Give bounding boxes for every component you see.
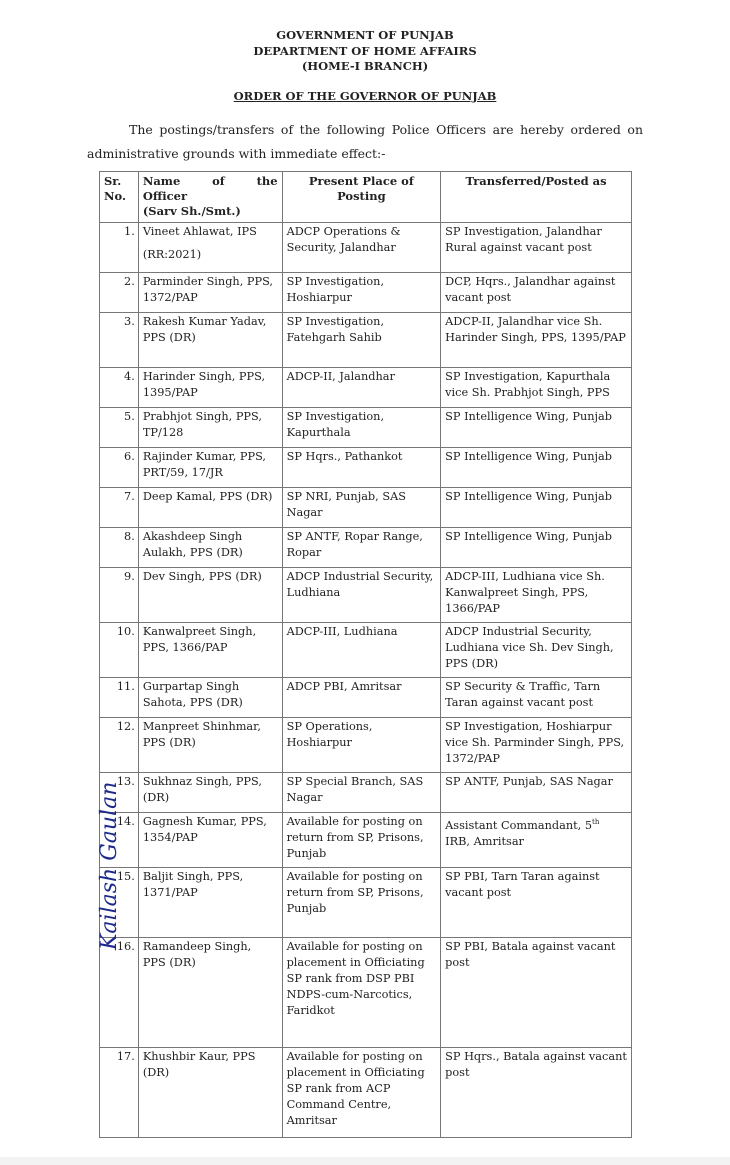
- header-sr-no: [100, 172, 139, 223]
- header-name-line1: [143, 174, 278, 189]
- table-row: [100, 1048, 632, 1138]
- header-name-word2: of: [212, 174, 225, 188]
- officer-name-text: Kanwalpreet Singh, PPS, 1366/PAP: [142, 625, 257, 654]
- order-title: ORDER OF THE GOVERNOR OF PUNJAB: [233, 89, 497, 103]
- table-row: [100, 448, 632, 488]
- cell-officer-name: [138, 1048, 282, 1138]
- cell-officer-name: [138, 678, 282, 718]
- table-row: [100, 868, 632, 938]
- header-sr-line2: No.: [104, 189, 126, 203]
- cell-transferred-posted: SP Hqrs., Batala against vacant post: [441, 1048, 632, 1138]
- table-row: [100, 678, 632, 718]
- postings-table: [99, 171, 632, 1138]
- cell-transferred-posted: SP Intelligence Wing, Punjab: [441, 448, 632, 488]
- officer-name-text: Prabhjot Singh, PPS, TP/128: [142, 410, 262, 439]
- cell-officer-name: [138, 938, 282, 1048]
- cell-sr-no: 13.: [100, 773, 139, 813]
- cell-present-posting: Available for posting on placement in Officiating SP rank from ACP Command Centre, Amritsar: [282, 1048, 441, 1138]
- officer-name-text: Baljit Singh, PPS, 1371/PAP: [142, 870, 244, 899]
- cell-officer-name: [138, 813, 282, 868]
- cell-present-posting: SP Special Branch, SAS Nagar: [282, 773, 441, 813]
- table-row: [100, 273, 632, 313]
- officer-name-text: Khushbir Kaur, PPS (DR): [142, 1050, 256, 1079]
- table-row: [100, 718, 632, 773]
- officer-batch-text: (RR:2021): [142, 248, 202, 261]
- cell-present-posting: SP Investigation, Kapurthala: [282, 408, 441, 448]
- cell-present-posting: Available for posting on return from SP, Prisons, Punjab: [282, 813, 441, 868]
- cell-sr-no: 10.: [100, 623, 139, 678]
- cell-transferred-posted: SP Investigation, Kapurthala vice Sh. Prabhjot Singh, PPS: [441, 368, 632, 408]
- cell-officer-name: [138, 368, 282, 408]
- table-row: [100, 623, 632, 678]
- cell-transferred-posted: ADCP-II, Jalandhar vice Sh. Harinder Singh, PPS, 1395/PAP: [441, 313, 632, 368]
- cell-officer-name: [138, 568, 282, 623]
- header-officer-name: [138, 172, 282, 223]
- table-row: [100, 568, 632, 623]
- cell-transferred-posted: SP Intelligence Wing, Punjab: [441, 488, 632, 528]
- officer-name-text: Harinder Singh, PPS, 1395/PAP: [142, 370, 266, 399]
- cell-transferred-posted: SP Investigation, Hoshiarpur vice Sh. Parminder Singh, PPS, 1372/PAP: [441, 718, 632, 773]
- header-sr-line1: Sr.: [104, 174, 122, 188]
- officer-name-text: Vineet Ahlawat, IPS: [142, 225, 257, 238]
- cell-sr-no: 6.: [100, 448, 139, 488]
- cell-sr-no: 3.: [100, 313, 139, 368]
- cell-officer-name: [138, 773, 282, 813]
- cell-transferred-posted: SP Security & Traffic, Tarn Taran against vacant post: [441, 678, 632, 718]
- cell-sr-no: 14.: [100, 813, 139, 868]
- cell-officer-name: [138, 528, 282, 568]
- cell-present-posting: ADCP Operations & Security, Jalandhar: [282, 223, 441, 273]
- officer-name-text: Deep Kamal, PPS (DR): [142, 490, 273, 503]
- cell-sr-no: 2.: [100, 273, 139, 313]
- officer-name-text: Sukhnaz Singh, PPS, (DR): [142, 775, 262, 804]
- officer-name-text: Gagnesh Kumar, PPS, 1354/PAP: [142, 815, 267, 844]
- cell-present-posting: Available for posting on return from SP, Prisons, Punjab: [282, 868, 441, 938]
- cell-sr-no: 7.: [100, 488, 139, 528]
- transferred-text-part: Assistant Commandant, 5: [445, 818, 593, 832]
- cell-transferred-posted: SP PBI, Batala against vacant post: [441, 938, 632, 1048]
- cell-transferred-posted: SP PBI, Tarn Taran against vacant post: [441, 868, 632, 938]
- cell-officer-name: [138, 448, 282, 488]
- cell-transferred-posted: ADCP-III, Ludhiana vice Sh. Kanwalpreet Singh, PPS, 1366/PAP: [441, 568, 632, 623]
- officer-name-text: Manpreet Shinhmar, PPS (DR): [142, 720, 261, 749]
- cell-transferred-posted: ADCP Industrial Security, Ludhiana vice Sh. Dev Singh, PPS (DR): [441, 623, 632, 678]
- header-name-line3: (Sarv Sh./Smt.): [142, 204, 241, 218]
- cell-present-posting: ADCP Industrial Security, Ludhiana: [282, 568, 441, 623]
- cell-present-posting: ADCP PBI, Amritsar: [282, 678, 441, 718]
- table-row: [100, 313, 632, 368]
- cell-sr-no: 15.: [100, 868, 139, 938]
- cell-transferred-posted: SP Investigation, Jalandhar Rural against vacant post: [441, 223, 632, 273]
- cell-present-posting: SP Operations, Hoshiarpur: [282, 718, 441, 773]
- header-name-line2: Officer: [142, 189, 188, 203]
- table-row: [100, 938, 632, 1048]
- officer-name-text: Gurpartap Singh Sahota, PPS (DR): [142, 680, 243, 709]
- cell-sr-no: 11.: [100, 678, 139, 718]
- cell-sr-no: 4.: [100, 368, 139, 408]
- cell-transferred-posted: DCP, Hqrs., Jalandhar against vacant post: [441, 273, 632, 313]
- header-department: DEPARTMENT OF HOME AFFAIRS: [253, 44, 477, 58]
- officer-name-text: Parminder Singh, PPS, 1372/PAP: [142, 275, 274, 304]
- cell-present-posting: SP Hqrs., Pathankot: [282, 448, 441, 488]
- cell-transferred-posted: SP Intelligence Wing, Punjab: [441, 408, 632, 448]
- officer-name-text: Akashdeep Singh Aulakh, PPS (DR): [142, 530, 243, 559]
- cell-present-posting: SP NRI, Punjab, SAS Nagar: [282, 488, 441, 528]
- header-present-posting: Present Place of Posting: [282, 172, 441, 223]
- cell-transferred-posted: SP ANTF, Punjab, SAS Nagar: [441, 773, 632, 813]
- cell-officer-name: [138, 313, 282, 368]
- cell-sr-no: 5.: [100, 408, 139, 448]
- header-name-word3: the: [256, 174, 278, 188]
- signature: [42, 781, 122, 950]
- table-row: [100, 813, 632, 868]
- cell-present-posting: SP Investigation, Fatehgarh Sahib: [282, 313, 441, 368]
- cell-present-posting: Available for posting on placement in Officiating SP rank from DSP PBI NDPS-cum-Narcotics, Faridkot: [282, 938, 441, 1048]
- ordinal-suffix: th: [592, 818, 600, 826]
- cell-sr-no: 12.: [100, 718, 139, 773]
- cell-transferred-posted: [441, 813, 632, 868]
- cell-sr-no: 9.: [100, 568, 139, 623]
- header-transferred-posted: Transferred/Posted as: [441, 172, 632, 223]
- cell-sr-no: 1.: [100, 223, 139, 273]
- cell-officer-name: [138, 408, 282, 448]
- cell-officer-name: [138, 868, 282, 938]
- transferred-text-part: IRB, Amritsar: [445, 834, 524, 848]
- table-row: [100, 223, 632, 273]
- table-row: [100, 408, 632, 448]
- cell-present-posting: ADCP-III, Ludhiana: [282, 623, 441, 678]
- officer-name-text: Rajinder Kumar, PPS, PRT/59, 17/JR: [142, 450, 267, 479]
- cell-sr-no: 17.: [100, 1048, 139, 1138]
- intro-paragraph: [87, 118, 643, 166]
- cell-officer-name: [138, 273, 282, 313]
- header-branch: (HOME-I BRANCH): [301, 59, 429, 73]
- table-row: [100, 528, 632, 568]
- header-government: GOVERNMENT OF PUNJAB: [276, 28, 454, 42]
- cell-officer-name: [138, 718, 282, 773]
- officer-name-text: Ramandeep Singh, PPS (DR): [142, 940, 252, 969]
- table-row: [100, 368, 632, 408]
- cell-officer-name: [138, 223, 282, 273]
- cell-present-posting: SP ANTF, Ropar Range, Ropar: [282, 528, 441, 568]
- cell-sr-no: 16.: [100, 938, 139, 1048]
- table-header-row: [100, 172, 632, 223]
- signature-text: Kailash Gaulan: [97, 781, 122, 950]
- table-row: [100, 773, 632, 813]
- officer-name-text: Dev Singh, PPS (DR): [142, 570, 262, 583]
- table-row: [100, 488, 632, 528]
- cell-present-posting: ADCP-II, Jalandhar: [282, 368, 441, 408]
- cell-transferred-posted: SP Intelligence Wing, Punjab: [441, 528, 632, 568]
- header-name-word1: Name: [142, 174, 181, 188]
- cell-officer-name: [138, 623, 282, 678]
- cell-present-posting: SP Investigation, Hoshiarpur: [282, 273, 441, 313]
- cell-officer-name: [138, 488, 282, 528]
- page-bottom-edge: [0, 1157, 730, 1165]
- intro-text: The postings/transfers of the following Police Officers are hereby ordered on administrative grounds with immediate effect:-: [87, 122, 643, 161]
- cell-sr-no: 8.: [100, 528, 139, 568]
- officer-name-text: Rakesh Kumar Yadav, PPS (DR): [142, 315, 267, 344]
